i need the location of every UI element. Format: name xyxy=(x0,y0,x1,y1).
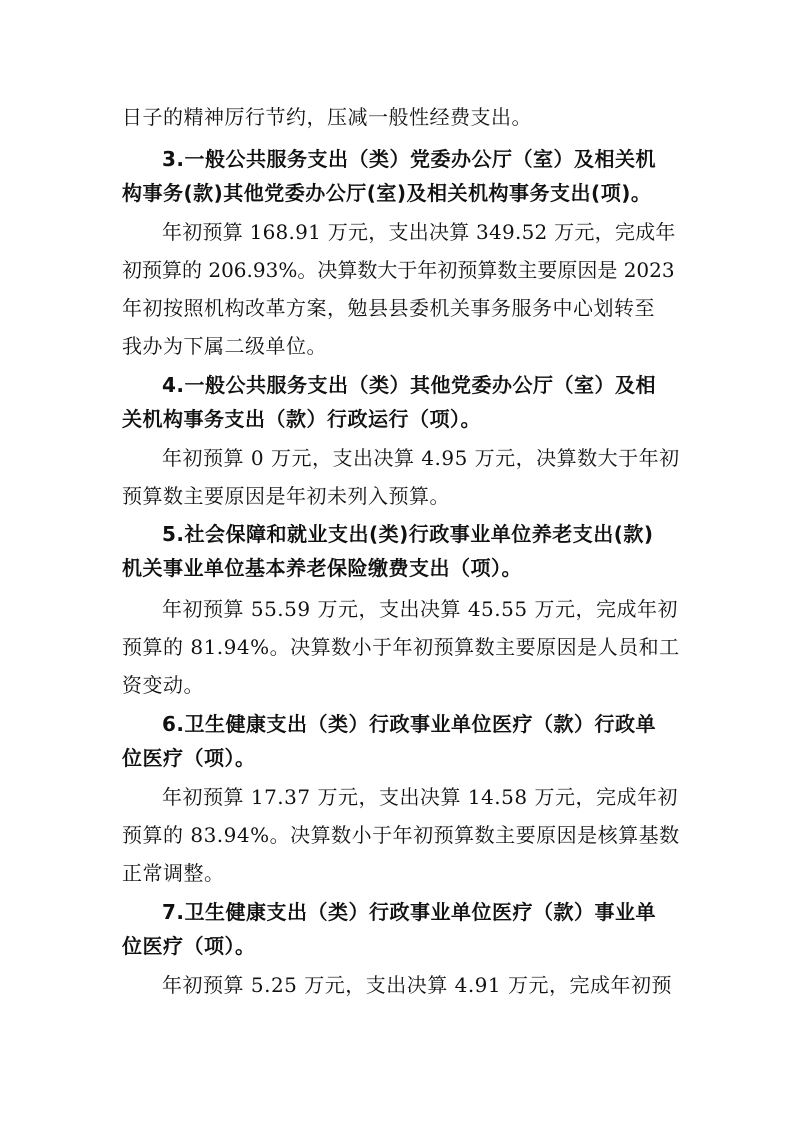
body-text-line: 年初预算 0 万元，支出决算 4.95 万元，决算数大于年初 xyxy=(162,446,680,470)
body-text-line: 年初预算 5.25 万元，支出决算 4.91 万元，完成年初预 xyxy=(162,973,672,997)
body-text-line: 预算数主要原因是年初未列入预算。 xyxy=(122,484,450,508)
body-text-line: 资变动。 xyxy=(122,673,204,697)
section-heading-6: 6.卫生健康支出（类）行政事业单位医疗（款）行政单 xyxy=(162,712,657,736)
section-heading-3: 3.一般公共服务支出（类）党委办公厅（室）及相关机 xyxy=(162,147,657,171)
body-text-line: 正常调整。 xyxy=(122,861,225,885)
section-heading-4-cont: 关机构事务支出（款）行政运行（项）。 xyxy=(122,407,481,431)
section-heading-6-cont: 位医疗（项）。 xyxy=(122,746,256,770)
body-text-line: 年初预算 168.91 万元，支出决算 349.52 万元，完成年 xyxy=(162,220,676,244)
body-text-line: 初预算的 206.93%。决算数大于年初预算数主要原因是 2023 xyxy=(122,258,675,282)
section-heading-7: 7.卫生健康支出（类）行政事业单位医疗（款）事业单 xyxy=(162,900,657,924)
section-heading-5: 5.社会保障和就业支出(类)行政事业单位养老支出(款) xyxy=(162,522,654,546)
section-heading-3-cont: 构事务(款)其他党委办公厅(室)及相关机构事务支出(项)。 xyxy=(122,181,652,205)
section-heading-4: 4.一般公共服务支出（类）其他党委办公厅（室）及相 xyxy=(162,373,657,397)
body-text-line: 年初预算 17.37 万元，支出决算 14.58 万元，完成年初 xyxy=(162,785,678,809)
section-heading-5-cont: 机关事业单位基本养老保险缴费支出（项）。 xyxy=(122,556,522,580)
body-text-line: 预算的 81.94%。决算数小于年初预算数主要原因是人员和工 xyxy=(122,635,680,659)
body-text-line: 年初预算 55.59 万元，支出决算 45.55 万元，完成年初 xyxy=(162,597,678,621)
section-heading-7-cont: 位医疗（项）。 xyxy=(122,934,256,958)
body-text-line: 年初按照机构改革方案，勉县县委机关事务服务中心划转至 xyxy=(122,296,655,320)
body-text-line: 日子的精神厉行节约，压减一般性经费支出。 xyxy=(122,105,532,129)
body-text-line: 我办为下属二级单位。 xyxy=(122,334,327,358)
body-text-line: 预算的 83.94%。决算数小于年初预算数主要原因是核算基数 xyxy=(122,823,680,847)
